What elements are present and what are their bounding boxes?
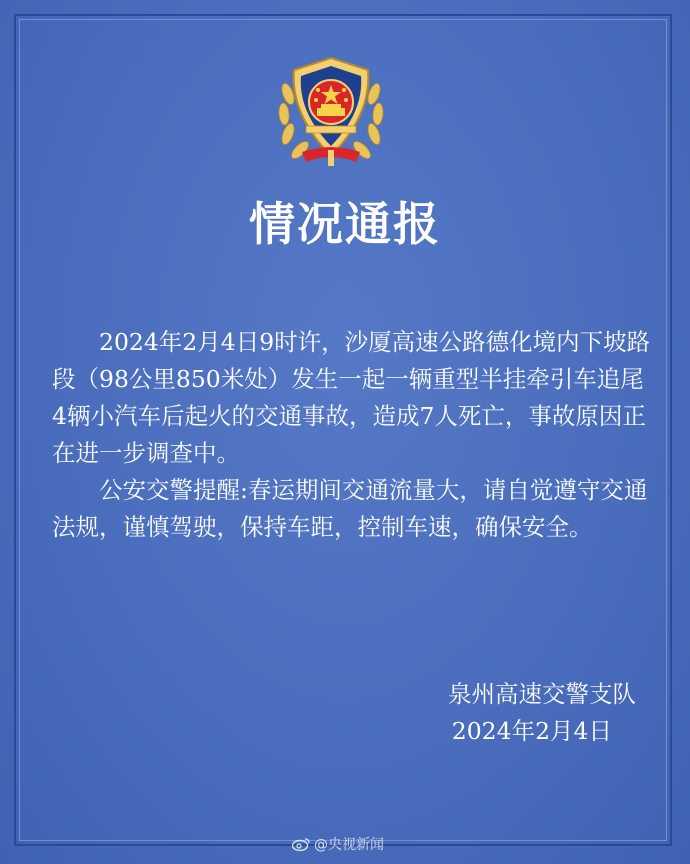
notice-body [52,324,652,546]
paragraph-reminder: 公安交警提醒:春运期间交通流量大，请自觉遵守交通法规，谨慎驾驶，保持车距，控制车速，确保安全。 [52,476,648,541]
paragraph-incident: 2024年2月4日9时许，沙厦高速公路德化境内下坡路段（98公里850米处）发生一起一辆重型半挂牵引车追尾4辆小汽车后起火的交通事故，造成7人死亡，事故原因正在进一步调查中。 [52,328,651,467]
weibo-icon [292,837,310,851]
watermark [292,834,384,854]
police-emblem-icon [272,52,390,172]
signature-date: 2024年2月4日 [451,717,612,745]
signature-organization: 泉州高速交警支队 [448,680,636,708]
notice-title: 情况通报 [249,197,441,251]
watermark-text: @央视新闻 [314,837,384,853]
signature-block [376,676,636,750]
